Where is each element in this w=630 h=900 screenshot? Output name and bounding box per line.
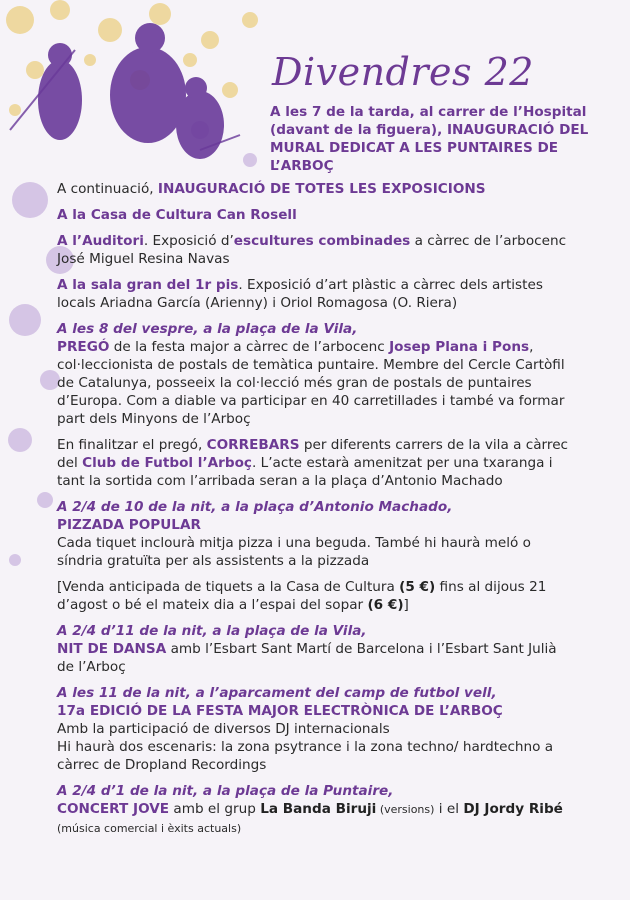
item-pizzada: A 2/4 de 10 de la nit, a la plaça d’Antonio Machado, PIZZADA POPULAR Cada tiquet inclourà mitja pizza i una beguda. També hi haurà meló o síndria gratuïta per als assistents a la pizzada [57, 499, 531, 569]
item-concert-jove: A 2/4 d’1 de la nit, a la plaça de la Puntaire, CONCERT JOVE amb el grup La Banda Biruji (versions) i el DJ Jordy Ribé (música comercial i èxits actuals) [57, 783, 563, 835]
item-electronica: A les 11 de la nit, a l’aparcament del camp de futbol vell, 17a EDICIÓ DE LA FESTA MAJOR ELECTRÒNICA DE L’ARBOÇ Amb la participació de diversos DJ internacionals Hi haurà dos escenaris: la zona psytrance i la zona techno/ hardtechno a càrrec de Dropland Recordings [57, 685, 554, 773]
item-casa-cultura: A la Casa de Cultura Can Rosell [57, 207, 297, 223]
program-content [57, 180, 577, 846]
intro-text: A les 7 de la tarda, al carrer de l’Hospital (davant de la figuera), INAUGURACIÓ DEL MURAL DEDICAT A LES PUNTAIRES DE L’ARBOÇ [270, 104, 589, 174]
item-exhibitions: A continuació, INAUGURACIÓ DE TOTES LES EXPOSICIONS [57, 181, 486, 197]
item-tickets: [Venda anticipada de tiquets a la Casa de Cultura (5 €) fins al dijous 21 d’agost o bé el mateix dia a l’espai del sopar (6 €)] [57, 579, 547, 613]
item-correbars: En finalitzar el pregó, CORREBARS per diferents carrers de la vila a càrrec del Club de Futbol l’Arboç. L’acte estarà amenitzat per una txaranga i tant la sortida com l’arribada seran a la plaça d’Antonio Machado [57, 437, 569, 489]
item-prego: A les 8 del vespre, a la plaça de la Vila, PREGÓ de la festa major a càrrec de l’arbocenc Josep Plana i Pons, col·leccionista de postals de temàtica puntaire. Membre del Cercle Cartòfil de Catalunya, posseeix la col·lecció més gran de postals de puntaires d’Europa. Com a diable va participar en 40 carretillades i també va formar part dels Minyons de l’Arboç [57, 321, 565, 427]
item-nit-dansa: A 2/4 d’11 de la nit, a la plaça de la Vila, NIT DE DANSA amb l’Esbart Sant Martí de Barcelona i l’Esbart Sant Julià de l’Arboç [57, 623, 557, 675]
item-auditori: A l’Auditori. Exposició d’escultures combinades a càrrec de l’arbocenc José Miguel Resina Navas [57, 233, 567, 267]
item-sala-gran: A la sala gran del 1r pis. Exposició d’art plàstic a càrrec dels artistes locals Ariadna García (Arienny) i Oriol Romagosa (O. Riera) [57, 277, 543, 311]
page-title: Divendres 22 [272, 50, 534, 94]
